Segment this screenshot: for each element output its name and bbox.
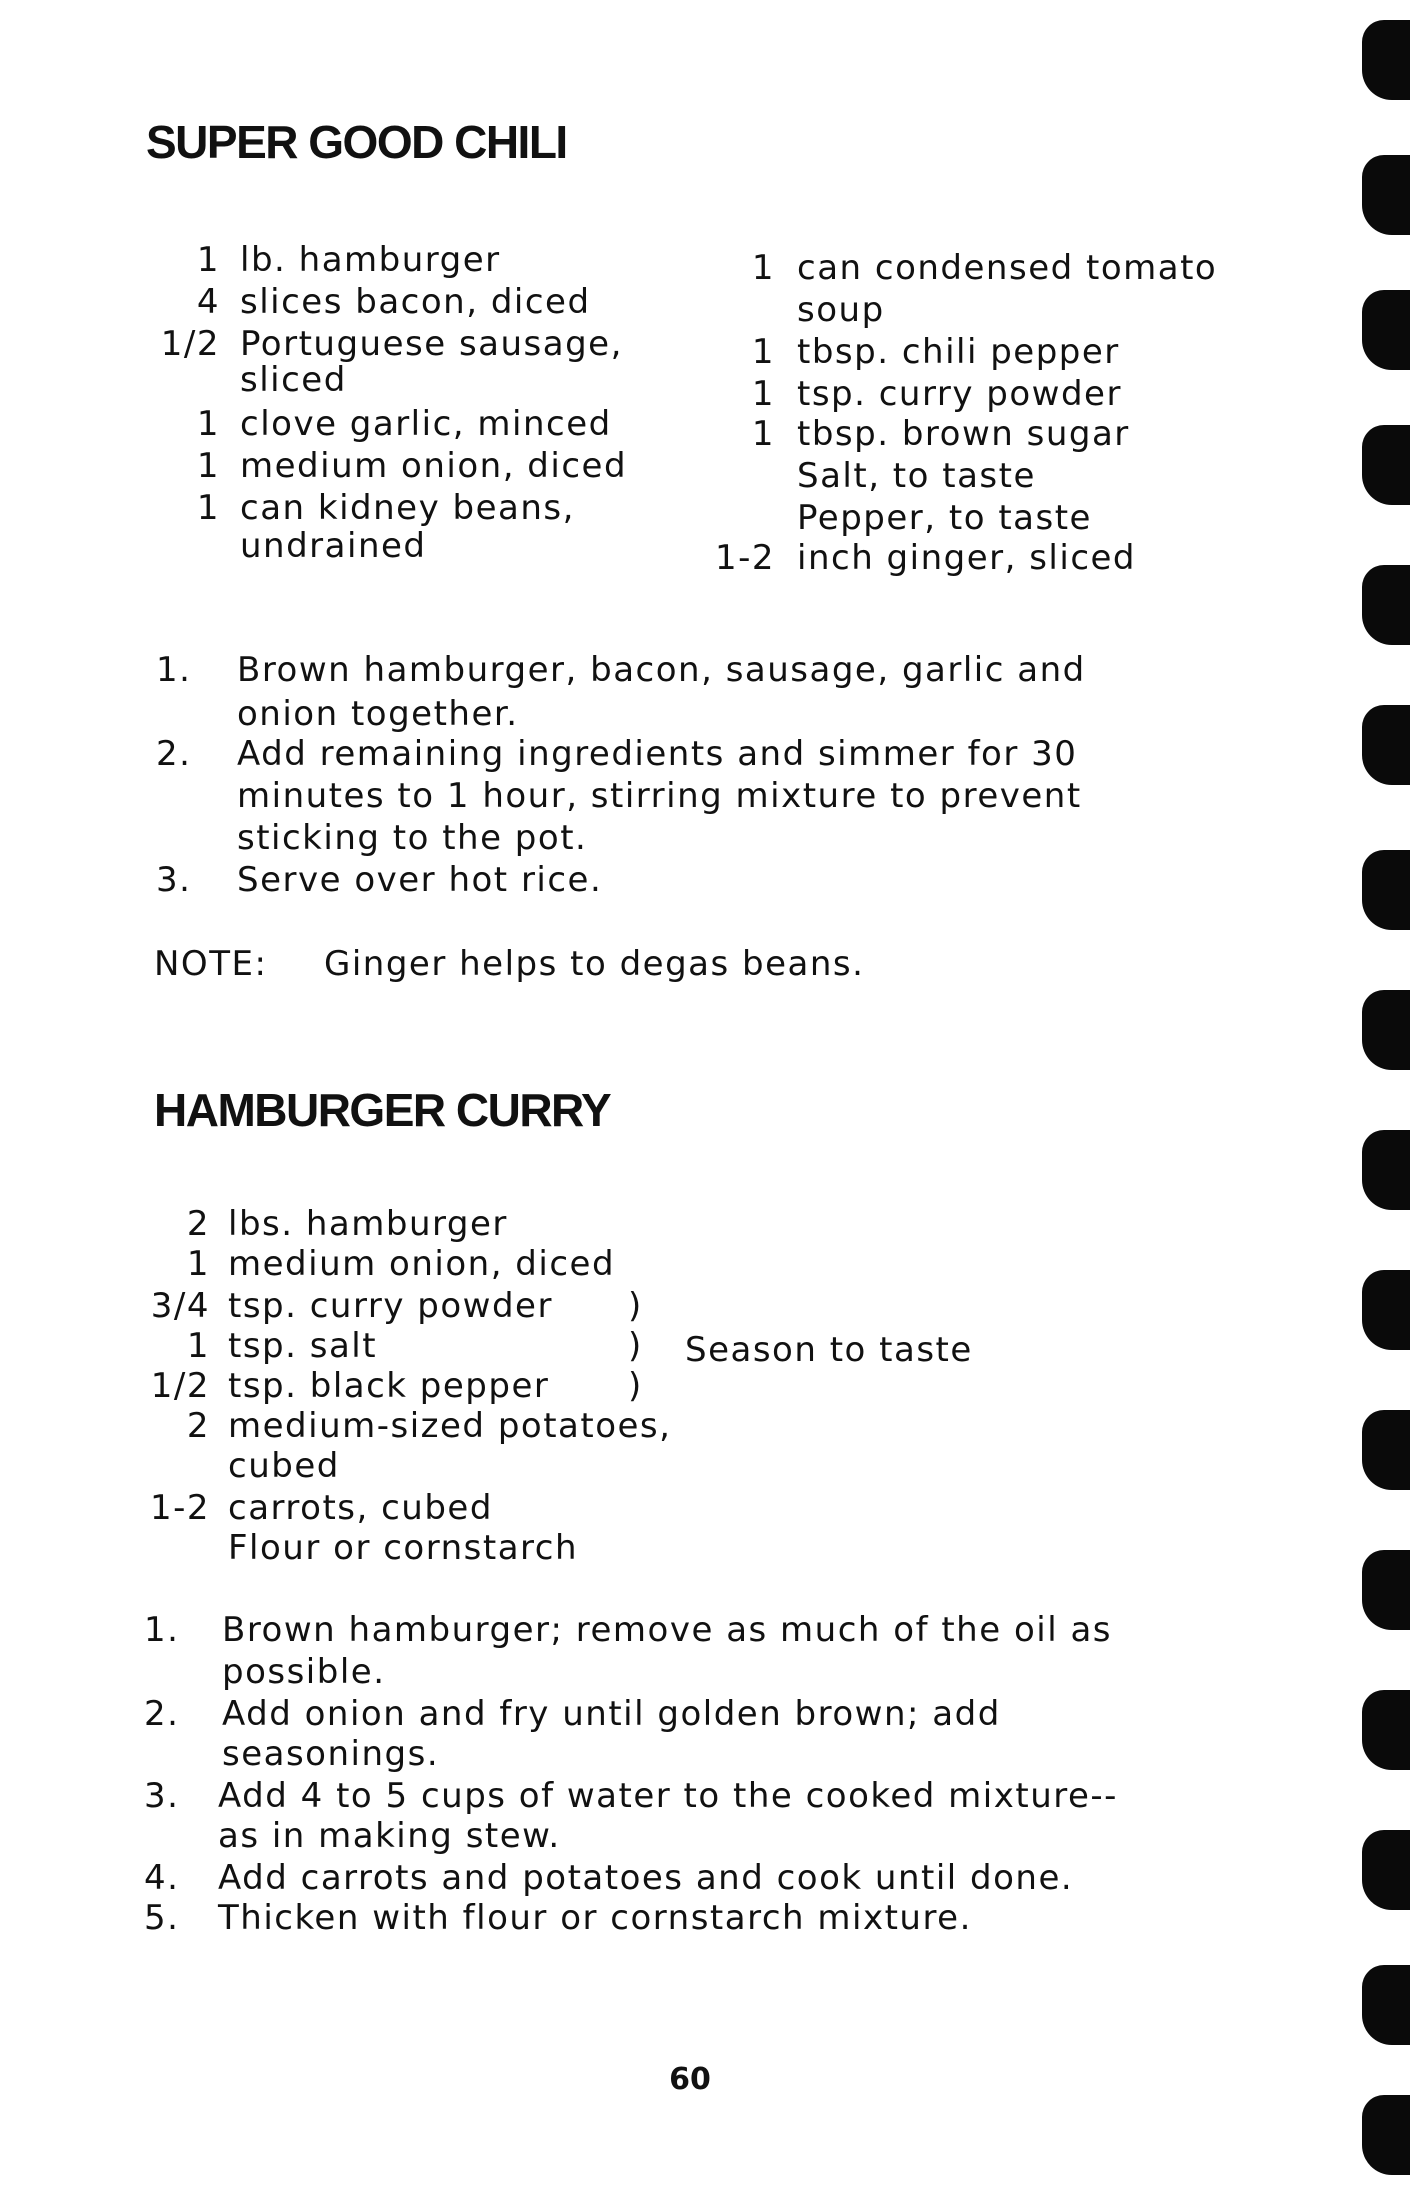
ingredient-text: tbsp. chili pepper <box>797 332 1120 372</box>
ingredient-text: tsp. black pepper <box>228 1366 550 1406</box>
ingredient-text: slices bacon, diced <box>240 282 591 322</box>
ingredient-text: Flour or cornstarch <box>228 1528 579 1568</box>
binding-ring <box>1362 1550 1410 1630</box>
binding-ring <box>1362 850 1410 930</box>
step-number: 3. <box>144 1776 180 1816</box>
page-number: 60 <box>669 2062 711 2097</box>
ingredient-text: tsp. salt <box>228 1326 378 1366</box>
binding-ring <box>1362 1965 1410 2045</box>
binding-ring <box>1362 1270 1410 1350</box>
step-number: 1. <box>156 650 192 690</box>
step-text: Add onion and fry until golden brown; add <box>222 1694 1001 1734</box>
binding-ring <box>1362 155 1410 235</box>
ingredient-qty: 1 <box>186 1326 210 1366</box>
step-text: as in making stew. <box>218 1816 561 1856</box>
ingredient-qty: 1-2 <box>149 1488 210 1528</box>
ingredient-text: clove garlic, minced <box>240 404 612 444</box>
ingredient-text: medium onion, diced <box>228 1244 616 1284</box>
step-number: 5. <box>144 1898 180 1938</box>
ingredient-qty: 3/4 <box>150 1286 210 1326</box>
ingredient-text: medium-sized potatoes, <box>228 1406 672 1446</box>
recipe-title-hamburger-curry: HAMBURGER CURRY <box>154 1084 611 1136</box>
step-text: sticking to the pot. <box>237 818 588 858</box>
step-number: 4. <box>144 1858 180 1898</box>
step-text: Add 4 to 5 cups of water to the cooked mixture-- <box>218 1776 1118 1816</box>
ingredient-text: sliced <box>240 360 347 400</box>
binding-ring <box>1362 2095 1410 2175</box>
seasoning-bracket: ) <box>628 1326 643 1366</box>
binding-ring <box>1362 1130 1410 1210</box>
binding-ring <box>1362 1410 1410 1490</box>
ingredient-qty: 1-2 <box>714 538 775 578</box>
step-number: 2. <box>156 734 192 774</box>
binding-ring <box>1362 565 1410 645</box>
ingredient-text: soup <box>797 290 885 330</box>
ingredient-text: lbs. hamburger <box>228 1204 508 1244</box>
step-text: seasonings. <box>222 1734 440 1774</box>
binding-ring <box>1362 1830 1410 1910</box>
step-text: Thicken with flour or cornstarch mixture. <box>218 1898 972 1938</box>
ingredient-qty: 1 <box>196 488 220 528</box>
ingredient-text: cubed <box>228 1446 340 1486</box>
ingredient-qty: 1 <box>751 374 775 414</box>
ingredient-text: undrained <box>240 526 427 566</box>
ingredient-qty: 1/2 <box>150 1366 210 1406</box>
ingredient-text: carrots, cubed <box>228 1488 493 1528</box>
seasoning-bracket: ) <box>628 1366 643 1406</box>
ingredient-qty: 2 <box>186 1204 210 1244</box>
ingredient-text: Salt, to taste <box>797 456 1036 496</box>
note-label: NOTE: <box>154 944 268 984</box>
step-text: Add carrots and potatoes and cook until done. <box>218 1858 1074 1898</box>
step-text: possible. <box>222 1652 386 1692</box>
ingredient-text: can kidney beans, <box>240 488 575 528</box>
ingredient-qty: 1 <box>751 248 775 288</box>
binding-ring <box>1362 990 1410 1070</box>
binding-ring <box>1362 705 1410 785</box>
binding-ring <box>1362 20 1410 100</box>
note-text: Ginger helps to degas beans. <box>324 944 865 984</box>
ingredient-qty: 1 <box>196 446 220 486</box>
ingredient-qty: 1 <box>751 332 775 372</box>
step-text: Serve over hot rice. <box>237 860 603 900</box>
ingredient-qty: 1/2 <box>160 324 220 364</box>
step-text: Add remaining ingredients and simmer for 30 <box>237 734 1078 774</box>
recipe-title-super-good-chili: SUPER GOOD CHILI <box>146 116 567 168</box>
ingredient-text: lb. hamburger <box>240 240 501 280</box>
ingredient-qty: 1 <box>186 1244 210 1284</box>
step-number: 3. <box>156 860 192 900</box>
ingredient-text: tbsp. brown sugar <box>797 414 1130 454</box>
binding-ring <box>1362 290 1410 370</box>
ingredient-text: tsp. curry powder <box>228 1286 553 1326</box>
ingredient-text: Pepper, to taste <box>797 498 1092 538</box>
ingredient-text: tsp. curry powder <box>797 374 1122 414</box>
step-number: 1. <box>144 1610 180 1650</box>
ingredient-text: medium onion, diced <box>240 446 628 486</box>
ingredient-qty: 2 <box>186 1406 210 1446</box>
ingredient-qty: 1 <box>196 240 220 280</box>
step-number: 2. <box>144 1694 180 1734</box>
season-to-taste-note: Season to taste <box>685 1330 973 1370</box>
binding-ring <box>1362 425 1410 505</box>
ingredient-text: can condensed tomato <box>797 248 1218 288</box>
ingredient-text: inch ginger, sliced <box>797 538 1137 578</box>
step-text: minutes to 1 hour, stirring mixture to prevent <box>237 776 1082 816</box>
seasoning-bracket: ) <box>628 1286 643 1326</box>
ingredient-qty: 4 <box>196 282 220 322</box>
step-text: onion together. <box>237 694 519 734</box>
binding-ring <box>1362 1690 1410 1770</box>
ingredient-qty: 1 <box>196 404 220 444</box>
spiral-binding <box>1352 0 1412 2200</box>
step-text: Brown hamburger, bacon, sausage, garlic and <box>237 650 1086 690</box>
ingredient-qty: 1 <box>751 414 775 454</box>
ingredient-text: Portuguese sausage, <box>240 324 623 364</box>
step-text: Brown hamburger; remove as much of the oil as <box>222 1610 1113 1650</box>
